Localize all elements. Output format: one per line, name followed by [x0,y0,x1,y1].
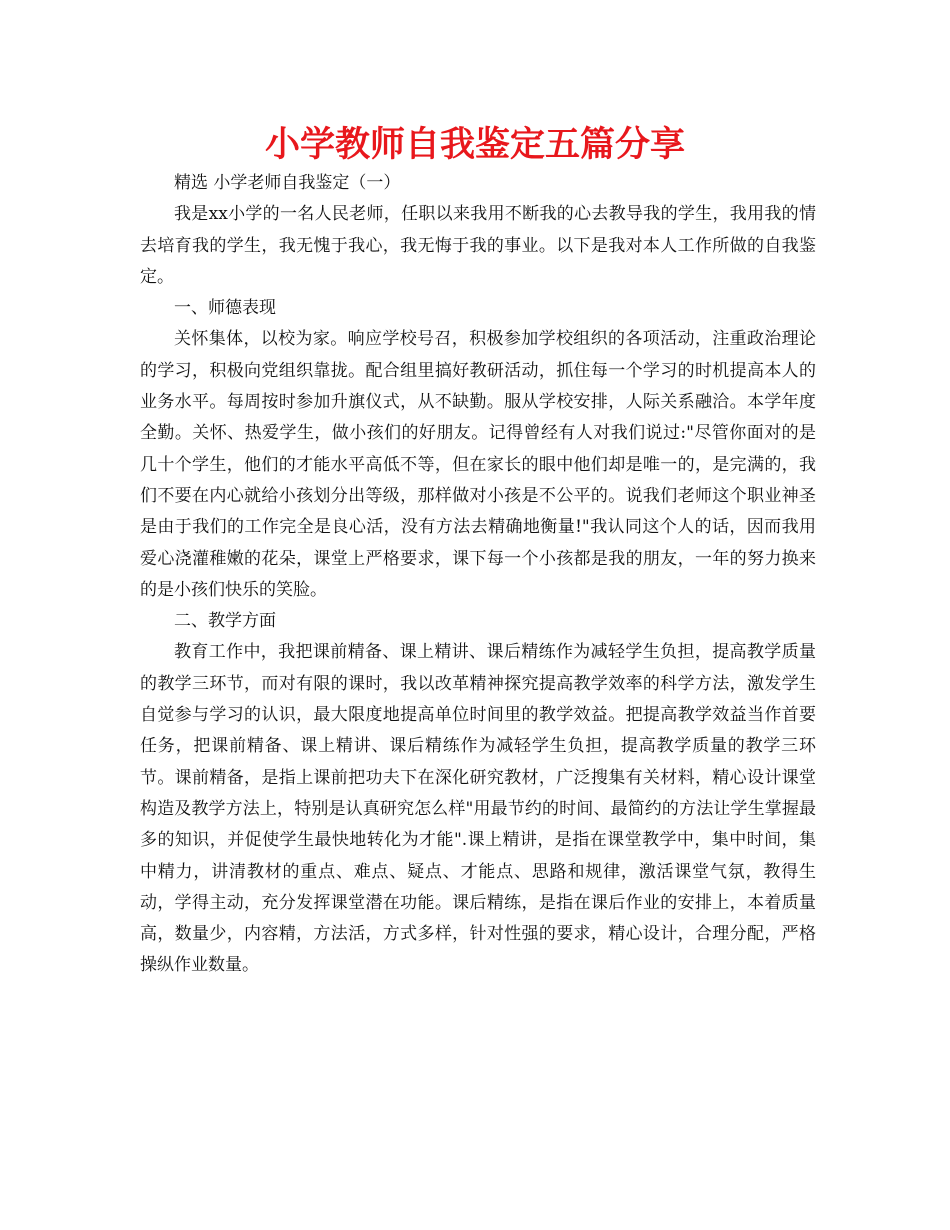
section-heading-teaching: 二、教学方面 [174,611,276,632]
document-title: 小学教师自我鉴定五篇分享 [264,125,685,165]
section-heading-ethics: 一、师德表现 [174,298,276,319]
ethics-paragraph: 关怀集体，以校为家。响应学校号召，积极参加学校组织的各项活动，注重政治理论的学习，积极向党组织靠拢。配合组里搞好教研活动，抓住每一个学习的时机提高本人的业务水平。每周按时参加升旗仪式，从不缺勤。服从学校安排，人际关系融洽。本学年度全勤。关怀、热爱学生，做小孩们的好朋友。记得曾经有人对我们说过:"尽管你面对的是几十个学生，他们的才能水平高低不等，但在家长的眼中他们却是唯一的，是完满的，我们不要在内心就给小孩划分出等级，那样做对小孩是不公平的。说我们老师这个职业神圣是由于我们的工作完全是良心活，没有方法去精确地衡量!"我认同这个人的话，因而我用爱心浇灌稚嫩的花朵，课堂上严格要求，课下每一个小孩都是我的朋友，一年的努力换来的是小孩们快乐的笑脸。 [140,329,816,600]
teaching-paragraph: 教育工作中，我把课前精备、课上精讲、课后精练作为减轻学生负担，提高教学质量的教学三环节，而对有限的课时，我以改革精神探究提高教学效率的科学方法，激发学生自觉参与学习的认识，最大限度地提高单位时间里的教学效益。把提高教学效益当作首要任务，把课前精备、课上精讲、课后精练作为减轻学生负担，提高教学质量的教学三环节。课前精备，是指上课前把功夫下在深化研究教材，广泛搜集有关材料，精心设计课堂构造及教学方法上，特别是认真研究怎么样"用最节约的时间、最简约的方法让学生掌握最多的知识，并促使学生最快地转化为才能".课上精讲，是指在课堂教学中，集中时间，集中精力，讲清教材的重点、难点、疑点、才能点、思路和规律，激活课堂气氛，教得生动，学得主动，充分发挥课堂潜在功能。课后精练，是指在课后作业的安排上，本着质量高，数量少，内容精，方法活，方式多样，针对性强的要求，精心设计，合理分配，严格操纵作业数量。 [140,642,816,976]
document-body [140,168,816,982]
section-heading-selection: 精选 小学老师自我鉴定（一） [174,173,401,193]
intro-paragraph: 我是xx小学的一名人民老师，任职以来我用不断我的心去教导我的学生，我用我的情去培育我的学生，我无愧于我心，我无悔于我的事业。以下是我对本人工作所做的自我鉴定。 [140,204,816,287]
